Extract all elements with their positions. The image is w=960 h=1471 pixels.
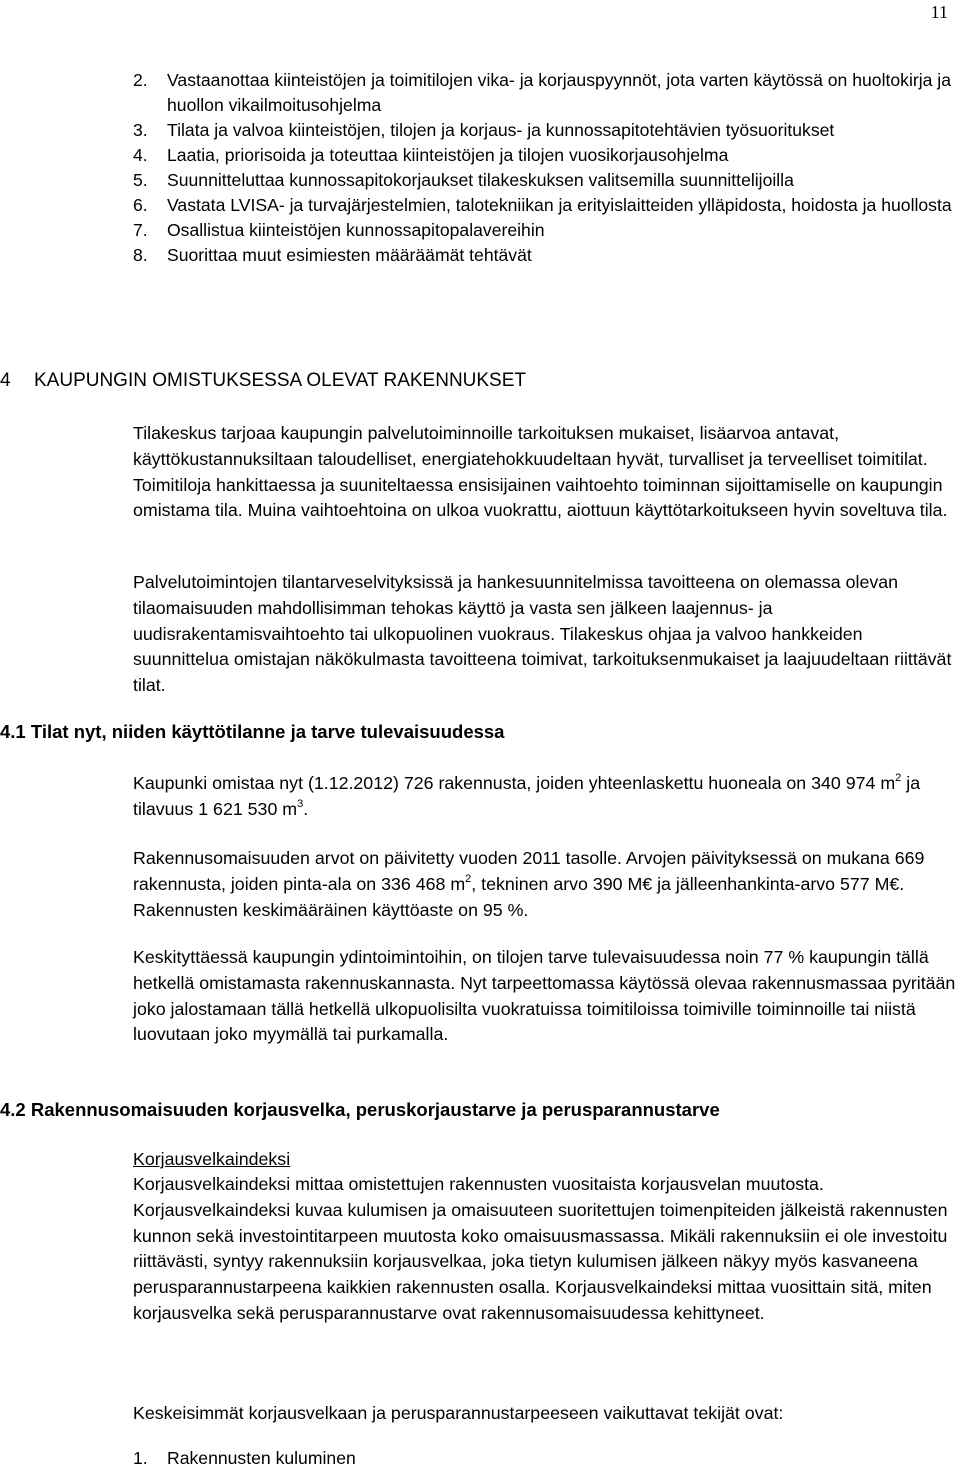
list-item-number: 3.	[133, 120, 148, 140]
superscript: 2	[465, 872, 472, 885]
section-4-paragraph-1: Tilakeskus tarjoaa kaupungin palvelutoiminnoille tarkoituksen mukaiset, lisäarvoa antavat, käyttökustannuksiltaan taloudelliset, energiatehokkuudeltaan hyvät, turvalliset ja terveelliset toimitilat. Toimitiloja hankittaessa ja suuniteltaessa ensisijainen vaihtoehto toiminnan sijoittamiselle on kaupungin omistama tila. Muina vaihtoehtoina on ulkoa vuokrattu, aiottuun käyttötarkoitukseen hyvin soveltuva tila.	[133, 423, 948, 521]
list-item-text: Suunnitteluttaa kunnossapitokorjaukset tilakeskuksen valitsemilla suunnittelijoilla	[167, 170, 794, 190]
list-item-text: Rakennusten kuluminen	[167, 1448, 356, 1468]
list-item-number: 5.	[133, 170, 148, 190]
section-4-2-paragraph-1: Korjausvelkaindeksi mittaa omistettujen rakennusten vuositaista korjausvelan muutosta. Korjausvelkaindeksi kuvaa kulumisen ja omaisuuteen suoritettujen toimenpiteiden jälkeistä rakennusten kunnon sekä investointitarpeen muutosta koko omaisuusmassassa. Mikäli rakennuksiin ei ole investoitu riittävästi, syntyy rakennuksiin korjausvelkaa, joka tietyn kulumisen jälkeen näkyy myös kasvaneena perusparannustarpeena kaikkien rakennusten osalla. Korjausvelkaindeksi mittaa vuosittain sitä, miten korjausvelka sekä perusparannustarve ovat rakennusomaisuudessa kehittyneet.	[133, 1174, 948, 1323]
list-item-number: 1.	[133, 1448, 148, 1468]
list-item-text: Suorittaa muut esimiesten määräämät tehtävät	[167, 245, 532, 265]
page-number: 11	[930, 2, 948, 22]
list-item	[133, 193, 953, 218]
superscript: 2	[895, 771, 902, 784]
list-item-text: Osallistua kiinteistöjen kunnossapitopalavereihin	[167, 220, 545, 240]
list-item-number: 4.	[133, 145, 148, 165]
list-item-number: 8.	[133, 245, 148, 265]
section-4-1-heading: 4.1 Tilat nyt, niiden käyttötilanne ja tarve tulevaisuudessa	[0, 721, 505, 742]
subheading-text: Korjausvelkaindeksi	[133, 1149, 291, 1169]
section-4-1-paragraph-1	[133, 771, 958, 823]
section-4-paragraph-2: Palvelutoimintojen tilantarveselvityksissä ja hankesuunnitelmissa tavoitteena on olemassa olevan tilaomaisuuden mahdollisimman tehokas käyttö ja vasta sen jälkeen laajennus- ja uudisrakentamisvaihtoehto tai ulkopuolinen vuokraus. Tilakeskus ohjaa ja valvoo hankkeiden suunnittelua omistajan näkökulmasta tavoitteena toimivat, tarkoituksenmukaiset ja laajuudeltaan riittävät tilat.	[133, 572, 952, 696]
list-item	[133, 143, 953, 168]
list-item	[133, 218, 953, 243]
task-list	[133, 68, 953, 268]
list-item-number: 2.	[133, 70, 148, 90]
section-4-heading	[0, 368, 526, 394]
list-item-number: 6.	[133, 195, 148, 215]
section-4-1-paragraph-3: Keskityttäessä kaupungin ydintoimintoihin, on tilojen tarve tulevaisuudessa noin 77 % kaupungin tällä hetkellä omistamasta rakennuskannasta. Nyt tarpeettomassa käytössä olevaa rakennusmassaa pyritään joko jalostamaan tällä hetkellä ulkopuolisilta vuokratuissa toimitiloissa toimiville toiminnoille tai niistä luovutaan joko myymällä tai purkamalla.	[133, 947, 956, 1045]
list-item-text: Laatia, priorisoida ja toteuttaa kiinteistöjen ja tilojen vuosikorjausohjelma	[167, 145, 729, 165]
list-item	[133, 168, 953, 193]
superscript: 3	[297, 797, 304, 810]
section-4-2-subheading	[133, 1147, 958, 1173]
list-item	[133, 1446, 356, 1471]
list-item-text: Vastaanottaa kiinteistöjen ja toimitilojen vika- ja korjauspyynnöt, jota varten käytössä on huoltokirja ja huollon vikailmoitusohjelma	[167, 70, 951, 115]
list-item-text: Vastata LVISA- ja turvajärjestelmien, talotekniikan ja erityislaitteiden ylläpidosta, hoidosta ja huollosta	[167, 195, 952, 215]
list-item-text: Tilata ja valvoa kiinteistöjen, tilojen ja korjaus- ja kunnossapitotehtävien työsuoritukset	[167, 120, 835, 140]
section-title: KAUPUNGIN OMISTUKSESSA OLEVAT RAKENNUKSET	[34, 370, 527, 391]
list-item	[133, 243, 953, 268]
section-4-1-paragraph-2	[133, 846, 958, 923]
text-run: Rakennusomaisuuden arvot on päivitetty vuoden 2011 tasolle. Arvojen päivityksessä on mukana 669 rakennusta, joiden pinta-ala on 336 468 m	[133, 848, 925, 894]
text-run: .	[303, 798, 309, 819]
section-number: 4	[0, 370, 11, 391]
section-4-2-paragraph-2: Keskeisimmät korjausvelkaan ja perusparannustarpeeseen vaikuttavat tekijät ovat:	[133, 1403, 784, 1423]
section-4-2-heading: 4.2 Rakennusomaisuuden korjausvelka, peruskorjaustarve ja perusparannustarve	[0, 1099, 720, 1120]
text-run: ja tilavuus 1 621 530 m	[133, 773, 921, 819]
list-item-number: 7.	[133, 220, 148, 240]
list-item	[133, 68, 953, 118]
list-item	[133, 118, 953, 143]
text-run: Kaupunki omistaa nyt (1.12.2012) 726 rakennusta, joiden yhteenlaskettu huoneala on 340 974 m	[133, 773, 896, 793]
text-run: , tekninen arvo 390 M€ ja jälleenhankinta-arvo 577 M€. Rakennusten keskimääräinen käyttöaste on 95 %.	[133, 873, 905, 920]
